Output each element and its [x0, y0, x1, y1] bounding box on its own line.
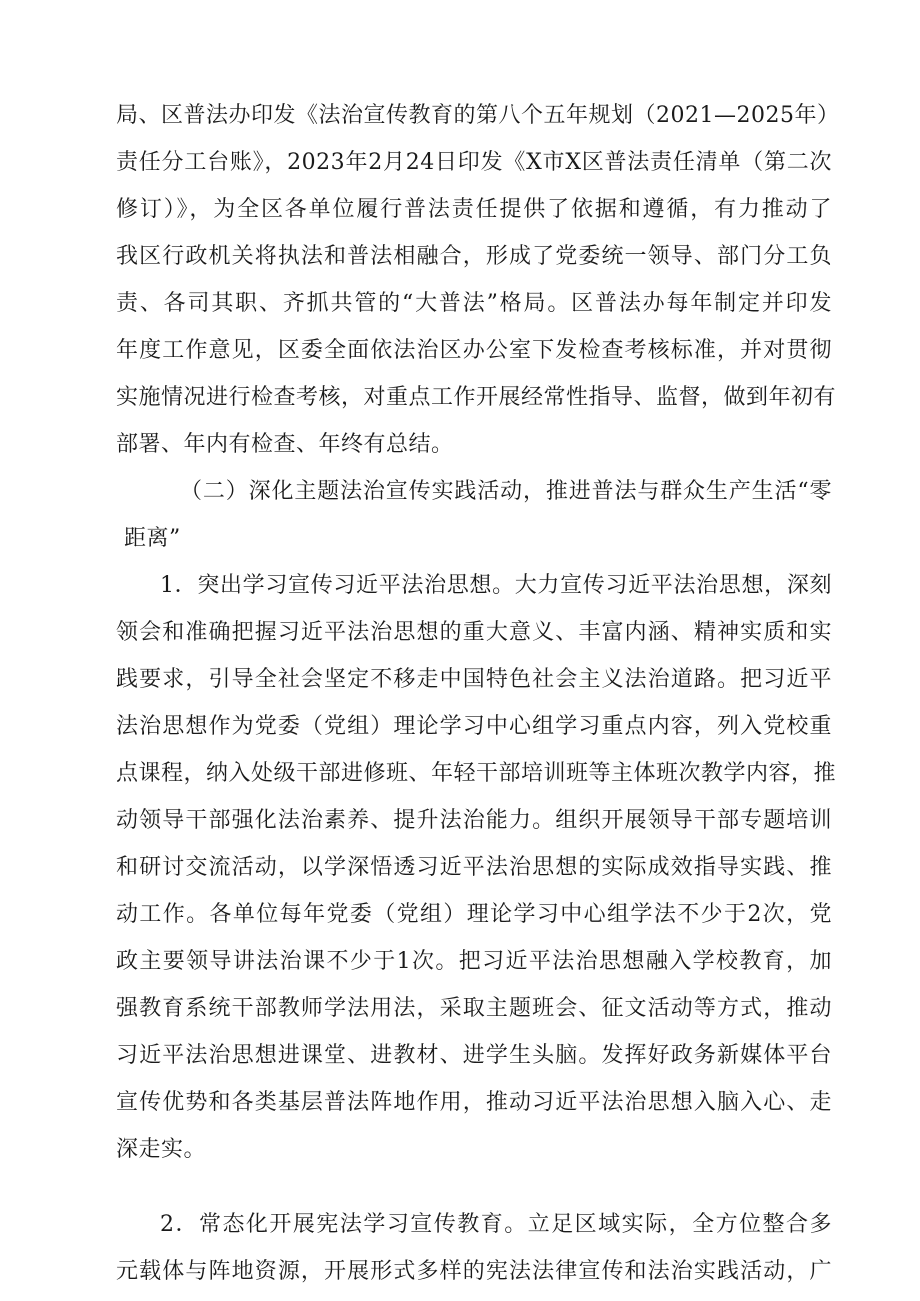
- text-line: 宣传优势和各类基层普法阵地作用，推动习近平法治思想入脑入心、走: [116, 1090, 832, 1115]
- text-line: 领会和准确把握习近平法治思想的重大意义、丰富内涵、精神实质和实: [116, 620, 832, 645]
- text-line: 动工作。各单位每年党委（党组）理论学习中心组学法不少于2次，党: [116, 902, 832, 927]
- text-line: 年度工作意见，区委全面依法治区办公室下发检查考核标准，并对贯彻: [116, 338, 832, 363]
- text-line: 2．常态化开展宪法学习宣传教育。立足区域实际，全方位整合多: [160, 1212, 832, 1237]
- text-line: 实施情况进行检查考核，对重点工作开展经常性指导、监督，做到年初有: [116, 385, 837, 410]
- text-line: 动领导干部强化法治素养、提升法治能力。组织开展领导干部专题培训: [116, 808, 832, 833]
- text-line: 法治思想作为党委（党组）理论学习中心组学习重点内容，列入党校重: [116, 714, 832, 739]
- text-line: 践要求，引导全社会坚定不移走中国特色社会主义法治道路。把习近平: [116, 667, 832, 692]
- text-line: 责、各司其职、齐抓共管的“大普法”格局。区普法办每年制定并印发: [116, 291, 832, 316]
- text-line: 元载体与阵地资源，开展形式多样的宪法法律宣传和法治实践活动，广: [116, 1259, 832, 1284]
- text-line: 习近平法治思想进课堂、进教材、进学生头脑。发挥好政务新媒体平台: [116, 1043, 832, 1068]
- text-line: 政主要领导讲法治课不少于1次。把习近平法治思想融入学校教育，加: [116, 949, 832, 974]
- text-line: 深走实。: [116, 1137, 207, 1162]
- text-line: 点课程，纳入处级干部进修班、年轻干部培训班等主体班次教学内容，推: [116, 761, 837, 786]
- text-line: 修订）》，为全区各单位履行普法责任提供了依据和遵循，有力推动了: [116, 197, 832, 222]
- text-line: 和研讨交流活动，以学深悟透习近平法治思想的实际成效指导实践、推: [116, 855, 832, 880]
- section-heading: （二）深化主题法治宣传实践活动，推进普法与群众生产生活“零: [180, 479, 832, 504]
- text-line: 我区行政机关将执法和普法相融合，形成了党委统一领导、部门分工负: [116, 244, 832, 269]
- text-line: 局、区普法办印发《法治宣传教育的第八个五年规划（2021—2025年）: [116, 103, 840, 128]
- text-line: 部署、年内有检查、年终有总结。: [116, 432, 454, 457]
- text-line: 1．突出学习宣传习近平法治思想。大力宣传习近平法治思想，深刻: [160, 573, 832, 598]
- text-line: 责任分工台账》，2023年2月24日印发《X市X区普法责任清单（第二次: [116, 150, 832, 175]
- section-heading-continued: 距离”: [124, 526, 181, 551]
- text-line: 强教育系统干部教师学法用法，采取主题班会、征文活动等方式，推动: [116, 996, 832, 1021]
